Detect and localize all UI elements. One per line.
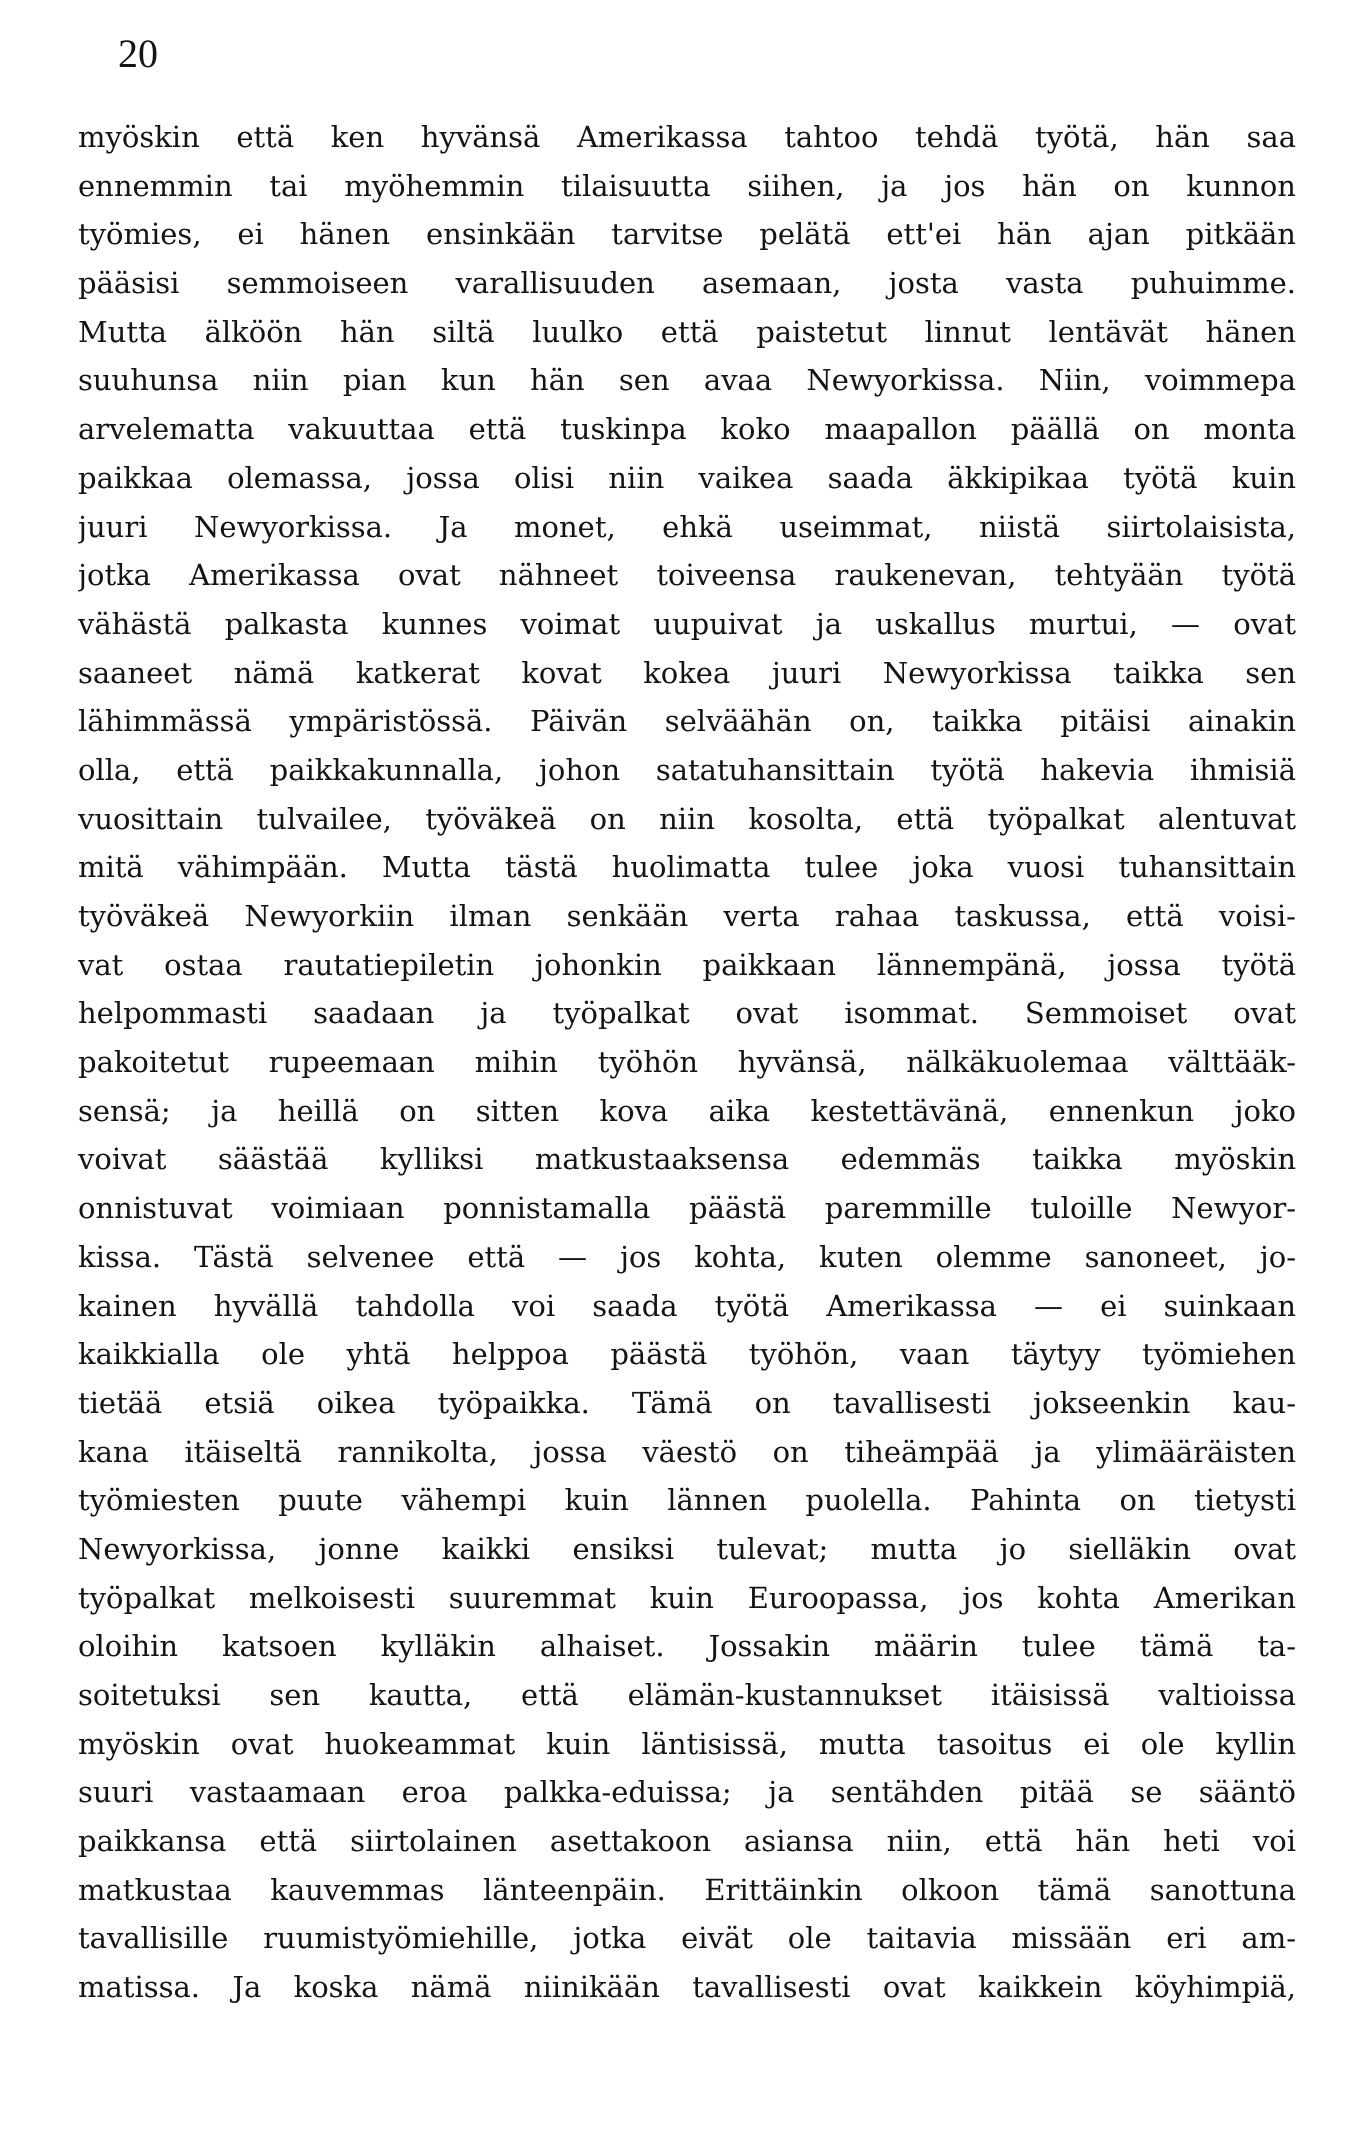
text-line: Newyorkissa, jonne kaikki ensiksi tulevat; mutta jo sielläkin ovat bbox=[78, 1531, 1296, 1566]
text-line: myöskin että ken hyvänsä Amerikassa tahtoo tehdä työtä, hän saa bbox=[78, 120, 1296, 154]
text-line: suuhunsa niin pian kun hän sen avaa Newyorkissa. Niin, voimmepa bbox=[78, 363, 1296, 398]
text-line: matkustaa kauvemmas länteenpäin. Erittäinkin olkoon tämä sanottuna bbox=[78, 1872, 1296, 1907]
text-line: oloihin katsoen kylläkin alhaiset. Jossakin määrin tulee tämä ta- bbox=[78, 1629, 1296, 1664]
text-line: pääsisi semmoiseen varallisuuden asemaan, josta vasta puhuimme. bbox=[78, 266, 1296, 301]
text-line: olla, että paikkakunnalla, johon satatuhansittain työtä hakevia ihmisiä bbox=[78, 752, 1296, 787]
text-line: Mutta älköön hän siltä luulko että paistetut linnut lentävät hänen bbox=[78, 314, 1296, 349]
text-line: työväkeä Newyorkiin ilman senkään verta rahaa taskussa, että voisi- bbox=[78, 899, 1296, 933]
text-line: helpommasti saadaan ja työpalkat ovat isommat. Semmoiset ovat bbox=[78, 996, 1296, 1031]
text-line: paikkaa olemassa, jossa olisi niin vaikea saada äkkipikaa työtä kuin bbox=[78, 460, 1296, 495]
text-line: soitetuksi sen kautta, että elämän-kustannukset itäisissä valtioissa bbox=[78, 1678, 1296, 1712]
text-line: vähästä palkasta kunnes voimat uupuivat ja uskallus murtui, — ovat bbox=[78, 606, 1296, 641]
text-line: juuri Newyorkissa. Ja monet, ehkä useimmat, niistä siirtolaisista, bbox=[78, 509, 1296, 544]
text-line: pakoitetut rupeemaan mihin työhön hyvänsä, nälkäkuolemaa välttääk- bbox=[78, 1045, 1296, 1080]
text-line: työpalkat melkoisesti suuremmat kuin Euroopassa, jos kohta Amerikan bbox=[78, 1580, 1296, 1615]
text-line: sensä; ja heillä on sitten kova aika kestettävänä, ennenkun joko bbox=[78, 1093, 1296, 1128]
text-line: tietää etsiä oikea työpaikka. Tämä on tavallisesti jokseenkin kau- bbox=[78, 1385, 1296, 1420]
text-line: saaneet nämä katkerat kovat kokea juuri Newyorkissa taikka sen bbox=[78, 655, 1296, 690]
text-line: matissa. Ja koska nämä niinikään tavallisesti ovat kaikkein köyhimpiä, bbox=[78, 1970, 1296, 2005]
text-line: työmies, ei hänen ensinkään tarvitse pelätä ett'ei hän ajan pitkään bbox=[78, 217, 1296, 252]
text-line: tavallisille ruumistyömiehille, jotka eivät ole taitavia missään eri am- bbox=[78, 1921, 1296, 1956]
text-line: myöskin ovat huokeammat kuin läntisissä, mutta tasoitus ei ole kyllin bbox=[78, 1726, 1296, 1761]
page-number: 20 bbox=[118, 31, 158, 76]
text-line: kaikkialla ole yhtä helppoa päästä työhön, vaan täytyy työmiehen bbox=[78, 1337, 1296, 1372]
text-line: paikkansa että siirtolainen asettakoon asiansa niin, että hän heti voi bbox=[78, 1824, 1296, 1859]
text-line: kainen hyvällä tahdolla voi saada työtä Amerikassa — ei suinkaan bbox=[78, 1288, 1296, 1323]
text-line: voivat säästää kylliksi matkustaaksensa edemmäs taikka myöskin bbox=[78, 1142, 1296, 1177]
text-line: lähimmässä ympäristössä. Päivän selväähän on, taikka pitäisi ainakin bbox=[78, 704, 1296, 739]
text-line: suuri vastaamaan eroa palkka-eduissa; ja sentähden pitää se sääntö bbox=[78, 1775, 1296, 1810]
body-text bbox=[78, 113, 1296, 2012]
text-line: jotka Amerikassa ovat nähneet toiveensa raukenevan, tehtyään työtä bbox=[78, 558, 1296, 593]
text-line: vuosittain tulvailee, työväkeä on niin kosolta, että työpalkat alentuvat bbox=[78, 801, 1296, 836]
text-line: ennemmin tai myöhemmin tilaisuutta siihen, ja jos hän on kunnon bbox=[78, 168, 1296, 203]
text-line: arvelematta vakuuttaa että tuskinpa koko maapallon päällä on monta bbox=[78, 412, 1296, 447]
text-line: onnistuvat voimiaan ponnistamalla päästä paremmille tuloille Newyor- bbox=[78, 1191, 1296, 1226]
text-line: kissa. Tästä selvenee että — jos kohta, kuten olemme sanoneet, jo- bbox=[78, 1239, 1296, 1274]
text-line: kana itäiseltä rannikolta, jossa väestö on tiheämpää ja ylimääräisten bbox=[78, 1434, 1296, 1469]
text-line: mitä vähimpään. Mutta tästä huolimatta tulee joka vuosi tuhansittain bbox=[78, 850, 1296, 885]
text-line: vat ostaa rautatiepiletin johonkin paikkaan lännempänä, jossa työtä bbox=[78, 947, 1296, 982]
text-line: työmiesten puute vähempi kuin lännen puolella. Pahinta on tietysti bbox=[78, 1483, 1296, 1518]
